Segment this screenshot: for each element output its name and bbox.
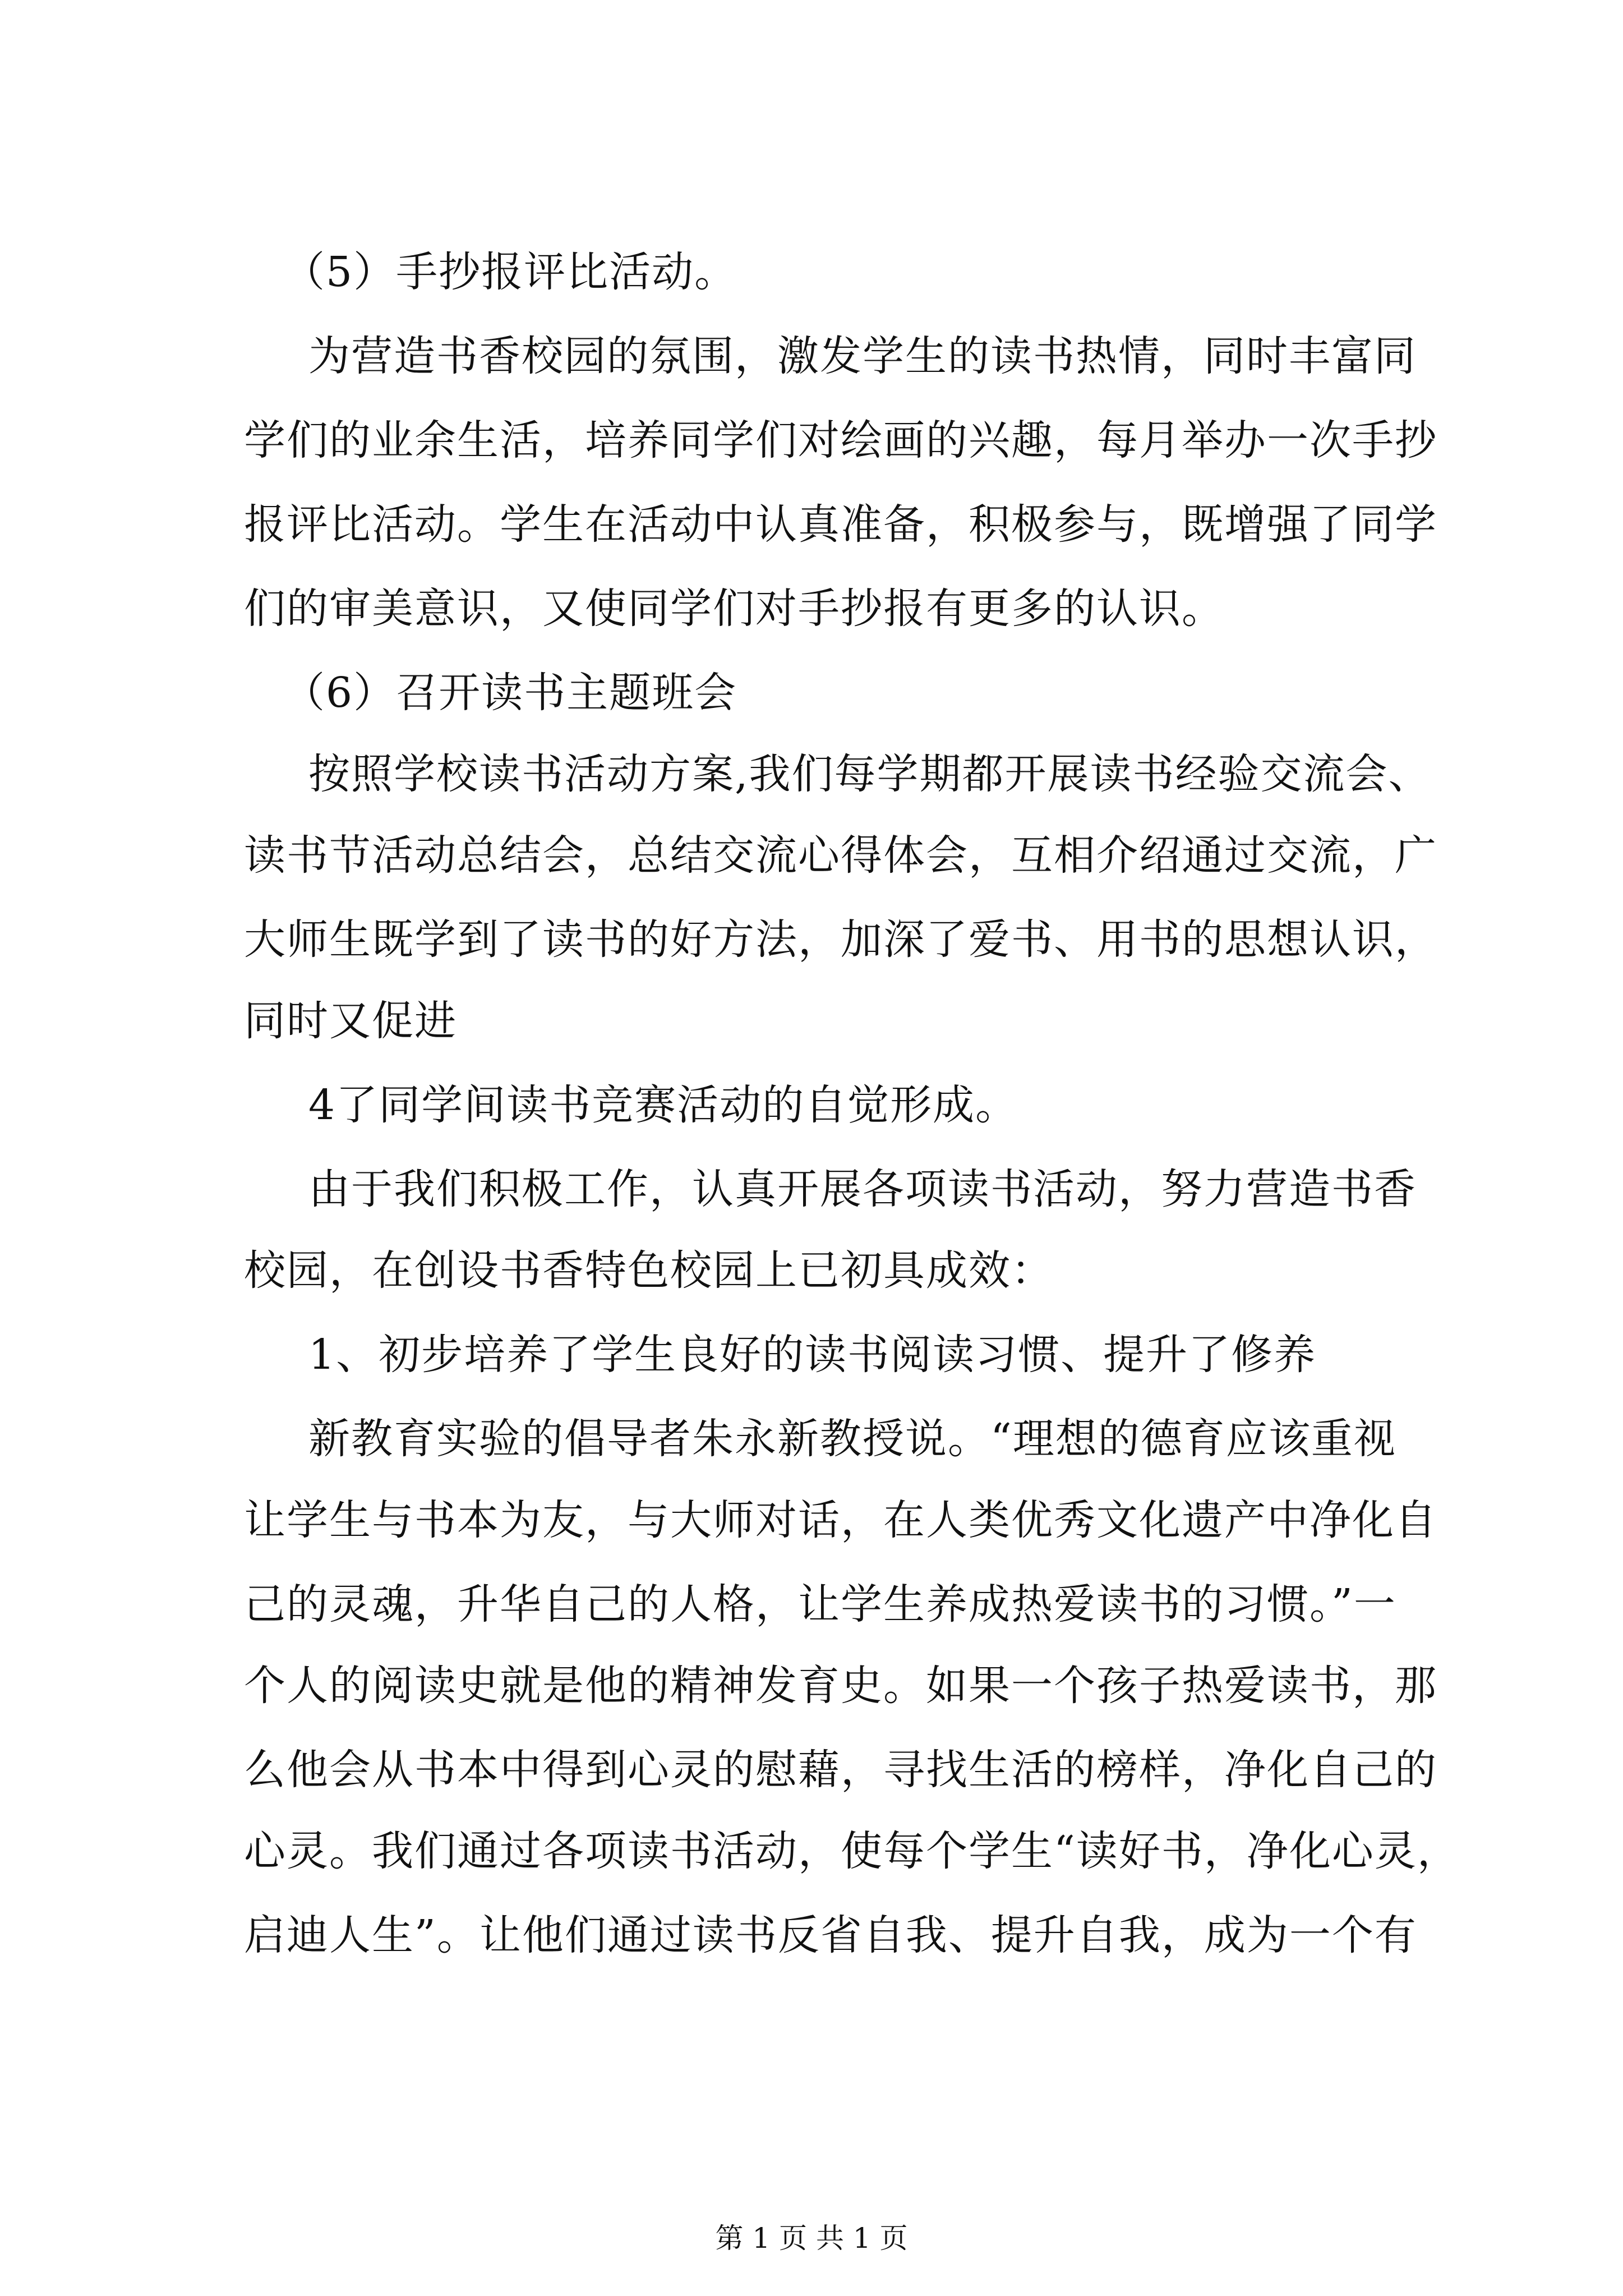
text-line: （5）手抄报评比活动。 xyxy=(283,248,737,296)
text-line: 由于我们积极工作，认真开展各项读书活动，努力营造书香 xyxy=(308,1165,1417,1213)
text-line: 们的审美意识，又使同学们对手抄报有更多的认识。 xyxy=(244,585,1224,633)
text-line: 读书节活动总结会，总结交流心得体会，互相介绍通过交流，广 xyxy=(244,831,1437,880)
text-line: 么他会从书本中得到心灵的慰藉，寻找生活的榜样，净化自己的 xyxy=(244,1746,1437,1794)
text-line: 启迪人生”。让他们通过读书反省自我、提升自我，成为一个有 xyxy=(244,1911,1417,1959)
text-line: 新教育实验的倡导者朱永新教授说。“理想的德育应该重视 xyxy=(308,1415,1396,1463)
page-number-label: 第 1 页 共 1 页 xyxy=(715,2222,908,2254)
text-line: 1、初步培养了学生良好的读书阅读习惯、提升了修养 xyxy=(308,1331,1317,1379)
text-line: （6）召开读书主题班会 xyxy=(283,669,737,717)
text-line: 学们的业余生活，培养同学们对绘画的兴趣，每月举办一次手抄 xyxy=(244,416,1437,464)
text-line: 大师生既学到了读书的好方法，加深了爱书、用书的思想认识， xyxy=(244,915,1437,964)
text-line: 心灵。我们通过各项读书活动，使每个学生“读好书，净化心灵， xyxy=(244,1827,1460,1875)
text-line: 校园，在创设书香特色校园上已初具成效： xyxy=(244,1246,1054,1295)
text-line: 个人的阅读史就是他的精神发育史。如果一个孩子热爱读书，那 xyxy=(244,1662,1437,1710)
text-line: 为营造书香校园的氛围，激发学生的读书热情，同时丰富同 xyxy=(308,332,1417,380)
text-line: 4了同学间读书竞赛活动的自觉形成。 xyxy=(308,1081,1018,1129)
text-line: 报评比活动。学生在活动中认真准备，积极参与，既增强了同学 xyxy=(244,500,1437,549)
page-footer xyxy=(0,2219,1623,2258)
text-line: 让学生与书本为友，与大师对话，在人类优秀文化遗产中净化自 xyxy=(244,1496,1437,1544)
text-line: 按照学校读书活动方案,我们每学期都开展读书经验交流会、 xyxy=(308,750,1431,798)
text-line: 己的灵魂，升华自己的人格，让学生养成热爱读书的习惯。”一 xyxy=(244,1580,1396,1628)
text-line: 同时又促进 xyxy=(244,997,457,1045)
